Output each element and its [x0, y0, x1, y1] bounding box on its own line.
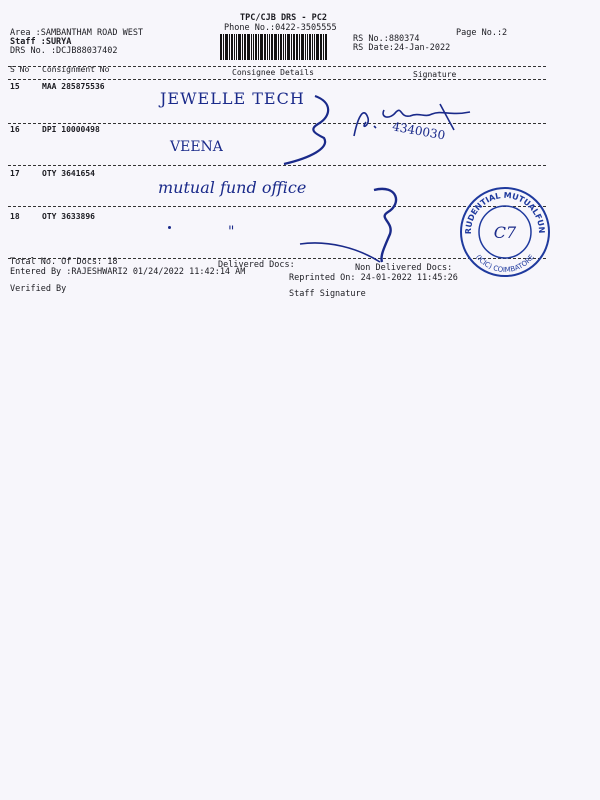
signature-brace-mark	[280, 92, 340, 172]
row-sno: 15	[10, 82, 20, 91]
row-consignment: DPI 10000498	[42, 125, 100, 134]
handwritten-consignee: mutual fund office	[158, 178, 307, 197]
column-consignee: Consignee Details	[232, 68, 314, 77]
handwritten-number: 4340030	[391, 119, 447, 143]
signature-hook-mark	[298, 182, 408, 272]
entered-by: Entered By :RAJESHWARI2 01/24/2022 11:42:14 AM	[10, 267, 246, 277]
delivered-docs: Delivered Docs:	[218, 260, 295, 270]
drs-number: DRS No. :DCJB88037402	[10, 46, 118, 56]
stamp-name: PRUDENTIAL MUTUALFUND	[451, 175, 547, 235]
stamp-subtitle: (ICIC) COIMBATORE	[474, 253, 536, 275]
row-consignment: OTY 3633896	[42, 212, 95, 221]
row-sno: 17	[10, 169, 20, 178]
staff-signature: Staff Signature	[289, 289, 366, 299]
row-consignment: MAA 285875536	[42, 82, 105, 91]
ink-dot	[168, 226, 171, 229]
report-title: TPC/CJB DRS - PC2	[240, 13, 327, 23]
company-stamp	[451, 175, 555, 282]
column-sno: S No	[10, 65, 30, 74]
divider	[8, 165, 546, 166]
column-consignment: Consignment No	[42, 65, 110, 74]
column-signature: Signature	[413, 70, 457, 79]
non-delivered-docs: Non Delivered Docs:	[355, 263, 453, 273]
verified-by: Verified By	[10, 284, 67, 294]
area-label: Area :SAMBANTHAM ROAD WEST	[10, 28, 144, 38]
staff-label: Staff :SURYA	[10, 37, 72, 47]
row-consignment: OTY 3641654	[42, 169, 95, 178]
total-docs: Total No. Of Docs: 18	[10, 257, 118, 267]
stamp-center-mark: C7	[493, 223, 517, 242]
page-number: Page No.:2	[456, 28, 508, 38]
handwritten-ditto: "	[228, 224, 235, 240]
barcode	[220, 34, 347, 60]
reprinted-on: Reprinted On: 24-01-2022 11:45:26	[289, 273, 458, 283]
handwritten-consignee: VEENA	[170, 139, 223, 155]
handwritten-consignee: JEWELLE TECH	[160, 89, 305, 108]
divider	[8, 79, 546, 80]
phone-number: Phone No.:0422-3505555	[224, 23, 337, 33]
row-sno: 16	[10, 125, 20, 134]
row-sno: 18	[10, 212, 20, 221]
rs-number: RS No.:880374	[353, 34, 420, 44]
rs-date: RS Date:24-Jan-2022	[353, 43, 451, 53]
